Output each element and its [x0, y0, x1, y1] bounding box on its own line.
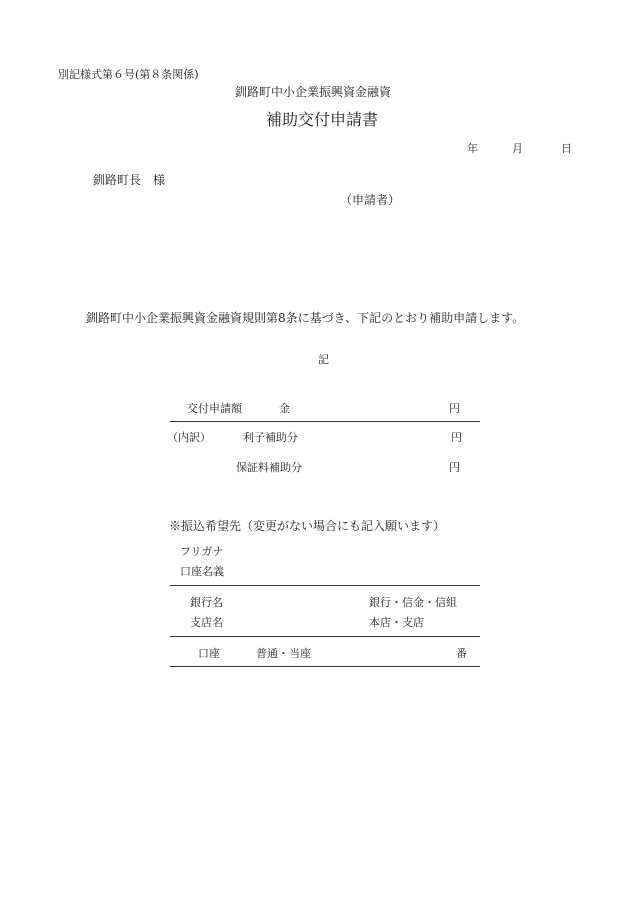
- interest-subsidy-unit: 円: [451, 431, 462, 444]
- account-number-unit: 番: [456, 647, 467, 660]
- amount-kin: 金: [279, 402, 290, 415]
- account-name-divider: [170, 585, 480, 586]
- ki-label: 記: [318, 353, 329, 366]
- form-subtitle: 釧路町中小企業振興資金融資: [235, 85, 392, 99]
- addressee: 釧路町長 様: [93, 173, 166, 187]
- amount-unit: 円: [449, 402, 460, 415]
- bank-divider: [170, 636, 480, 637]
- date-month: 月: [512, 142, 523, 155]
- form-number: 別記様式第６号(第８条関係): [58, 68, 199, 81]
- date-year: 年: [467, 142, 478, 155]
- body-text: 釧路町中小企業振興資金融資規則第8条に基づき、下記のとおり補助申請します。: [86, 311, 525, 325]
- amount-label: 交付申請額: [187, 402, 242, 415]
- form-title: 補助交付申請書: [266, 110, 379, 129]
- account-label: 口座: [198, 647, 220, 660]
- breakdown-label: （内訳）: [167, 431, 211, 444]
- branch-name-label: 支店名: [190, 616, 223, 629]
- applicant-label: （申請者）: [340, 193, 401, 207]
- transfer-heading: ※振込希望先（変更がない場合にも記入願います）: [169, 519, 446, 533]
- account-type-options: 普通・当座: [256, 647, 311, 660]
- guarantee-subsidy-unit: 円: [449, 461, 460, 474]
- furigana-label: フリガナ: [180, 545, 224, 558]
- date-day: 日: [561, 142, 572, 155]
- guarantee-subsidy-label: 保証料補助分: [236, 461, 302, 474]
- account-name-label: 口座名義: [180, 565, 224, 578]
- bank-type-options: 銀行・信金・信組: [369, 596, 457, 609]
- interest-subsidy-label: 利子補助分: [243, 431, 298, 444]
- bank-name-label: 銀行名: [190, 596, 223, 609]
- amount-divider: [170, 421, 480, 422]
- branch-type-options: 本店・支店: [369, 616, 424, 629]
- account-divider: [170, 666, 480, 667]
